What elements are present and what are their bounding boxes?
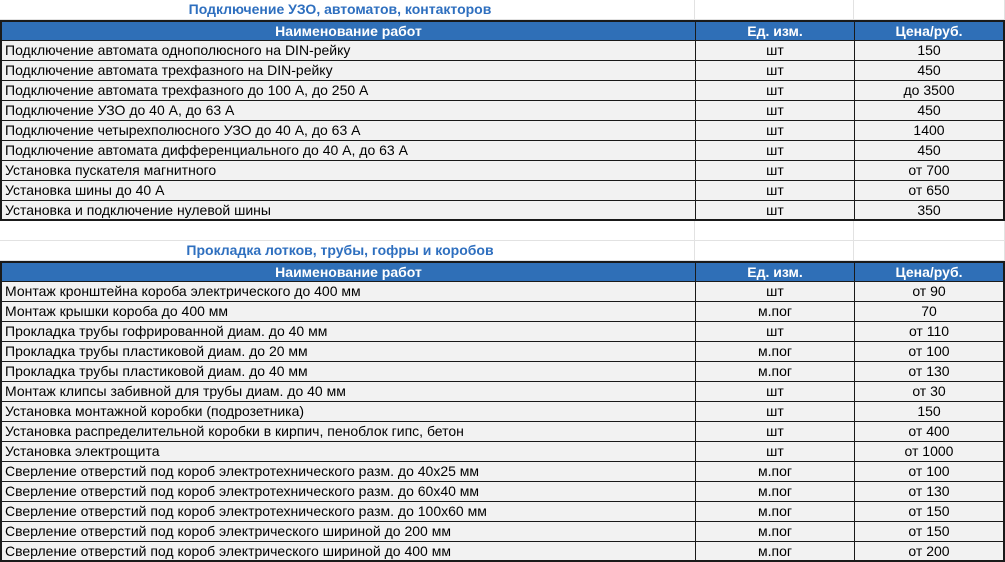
table-row [0,141,1005,161]
unit-cell[interactable]: шт [695,442,854,461]
header-name[interactable]: Наименование работ [0,263,695,281]
unit-cell[interactable]: м.пог [695,502,854,521]
work-name-cell[interactable]: Подключение четырехполюсного УЗО до 40 А, до 63 А [0,121,695,140]
price-cell[interactable]: 450 [854,101,1005,120]
unit-cell[interactable]: м.пог [695,542,854,560]
section-title-row [0,241,1005,261]
price-cell[interactable]: от 200 [854,542,1005,560]
work-name-cell[interactable]: Монтаж кронштейна короба электрического до 400 мм [0,282,695,301]
price-cell[interactable]: от 150 [854,522,1005,541]
section-title: Подключение УЗО, автоматов, контакторов [188,1,492,17]
work-name-cell[interactable]: Подключение автомата трехфазного на DIN-рейку [0,61,695,80]
unit-cell[interactable]: шт [695,402,854,421]
work-name-cell[interactable]: Монтаж клипсы забивной для трубы диам. до 40 мм [0,382,695,401]
price-cell[interactable]: от 100 [854,462,1005,481]
table-row [0,41,1005,61]
work-name-cell[interactable]: Прокладка трубы пластиковой диам. до 20 мм [0,342,695,361]
unit-cell[interactable]: шт [695,322,854,341]
table-row [0,522,1005,542]
work-name-cell[interactable]: Сверление отверстий под короб электрического шириной до 200 мм [0,522,695,541]
empty-cell[interactable] [695,0,854,20]
table-row [0,342,1005,362]
table-row [0,362,1005,382]
header-name[interactable]: Наименование работ [0,22,695,40]
work-name-cell[interactable]: Подключение УЗО до 40 А, до 63 А [0,101,695,120]
price-cell[interactable]: от 150 [854,502,1005,521]
unit-cell[interactable]: м.пог [695,342,854,361]
unit-cell[interactable]: м.пог [695,362,854,381]
table-row [0,201,1005,221]
unit-cell[interactable]: шт [695,101,854,120]
work-name-cell[interactable]: Подключение автомата трехфазного до 100 А, до 250 А [0,81,695,100]
price-cell[interactable]: 1400 [854,121,1005,140]
table-row [0,61,1005,81]
table-row [0,81,1005,101]
table-row [0,462,1005,482]
price-cell[interactable]: от 110 [854,322,1005,341]
work-name-cell[interactable]: Установка электрощита [0,442,695,461]
work-name-cell[interactable]: Прокладка трубы пластиковой диам. до 40 мм [0,362,695,381]
table-row [0,322,1005,342]
unit-cell[interactable]: шт [695,81,854,100]
table-row [0,282,1005,302]
work-name-cell[interactable]: Подключение автомата дифференциального до 40 А, до 63 А [0,141,695,160]
table-row [0,442,1005,462]
price-cell[interactable]: от 30 [854,382,1005,401]
unit-cell[interactable]: м.пог [695,462,854,481]
unit-cell[interactable]: шт [695,161,854,180]
price-cell[interactable]: 450 [854,61,1005,80]
unit-cell[interactable]: шт [695,201,854,219]
price-cell[interactable]: от 130 [854,482,1005,501]
unit-cell[interactable]: шт [695,282,854,301]
work-name-cell[interactable]: Установка и подключение нулевой шины [0,201,695,219]
price-cell[interactable]: 350 [854,201,1005,219]
work-name-cell[interactable]: Подключение автомата однополюсного на DIN-рейку [0,41,695,60]
table-header-row [0,261,1005,282]
price-cell[interactable]: от 650 [854,181,1005,200]
blank-row [0,221,1005,241]
table-row [0,542,1005,562]
price-cell[interactable]: до 3500 [854,81,1005,100]
unit-cell[interactable]: м.пог [695,482,854,501]
empty-cell[interactable] [854,241,1005,261]
work-name-cell[interactable]: Прокладка трубы гофрированной диам. до 40 мм [0,322,695,341]
unit-cell[interactable]: м.пог [695,522,854,541]
work-name-cell[interactable]: Сверление отверстий под короб электротехнического разм. до 40х25 мм [0,462,695,481]
price-cell[interactable]: от 100 [854,342,1005,361]
table-row [0,161,1005,181]
work-name-cell[interactable]: Сверление отверстий под короб электротехнического разм. до 60х40 мм [0,482,695,501]
work-name-cell[interactable]: Установка монтажной коробки (подрозетника) [0,402,695,421]
table-header-row [0,20,1005,41]
empty-cell[interactable] [695,241,854,261]
price-cell[interactable]: от 90 [854,282,1005,301]
table-row [0,121,1005,141]
header-unit[interactable]: Ед. изм. [695,22,854,40]
table-row [0,382,1005,402]
price-cell[interactable]: от 400 [854,422,1005,441]
table-row [0,482,1005,502]
table-row [0,502,1005,522]
header-unit[interactable]: Ед. изм. [695,263,854,281]
table-row [0,302,1005,322]
work-name-cell[interactable]: Установка пускателя магнитного [0,161,695,180]
empty-cell[interactable] [695,221,854,241]
unit-cell[interactable]: шт [695,121,854,140]
table-row [0,422,1005,442]
work-name-cell[interactable]: Сверление отверстий под короб электротехнического разм. до 100х60 мм [0,502,695,521]
price-cell[interactable]: от 1000 [854,442,1005,461]
section-title-row [0,0,1005,20]
unit-cell[interactable]: м.пог [695,302,854,321]
unit-cell[interactable]: шт [695,181,854,200]
section-title: Прокладка лотков, трубы, гофры и коробов [186,242,494,258]
table-row [0,402,1005,422]
section-title-cell[interactable] [0,241,695,261]
table-row [0,181,1005,201]
table-row [0,101,1005,121]
work-name-cell[interactable]: Монтаж крышки короба до 400 мм [0,302,695,321]
work-name-cell[interactable]: Установка распределительной коробки в кирпич, пеноблок гипс, бетон [0,422,695,441]
unit-cell[interactable]: шт [695,61,854,80]
price-cell[interactable]: 70 [854,302,1005,321]
unit-cell[interactable]: шт [695,41,854,60]
price-cell[interactable]: 150 [854,41,1005,60]
header-price[interactable]: Цена/руб. [854,263,1005,281]
price-cell[interactable]: от 130 [854,362,1005,381]
price-cell[interactable]: 450 [854,141,1005,160]
empty-cell[interactable] [0,221,695,241]
section-title-cell[interactable] [0,0,695,20]
header-price[interactable]: Цена/руб. [854,22,1005,40]
unit-cell[interactable]: шт [695,141,854,160]
price-cell[interactable]: 150 [854,402,1005,421]
price-cell[interactable]: от 700 [854,161,1005,180]
work-name-cell[interactable]: Установка шины до 40 А [0,181,695,200]
unit-cell[interactable]: шт [695,422,854,441]
work-name-cell[interactable]: Сверление отверстий под короб электрического шириной до 400 мм [0,542,695,560]
unit-cell[interactable]: шт [695,382,854,401]
empty-cell[interactable] [854,221,1005,241]
empty-cell[interactable] [854,0,1005,20]
